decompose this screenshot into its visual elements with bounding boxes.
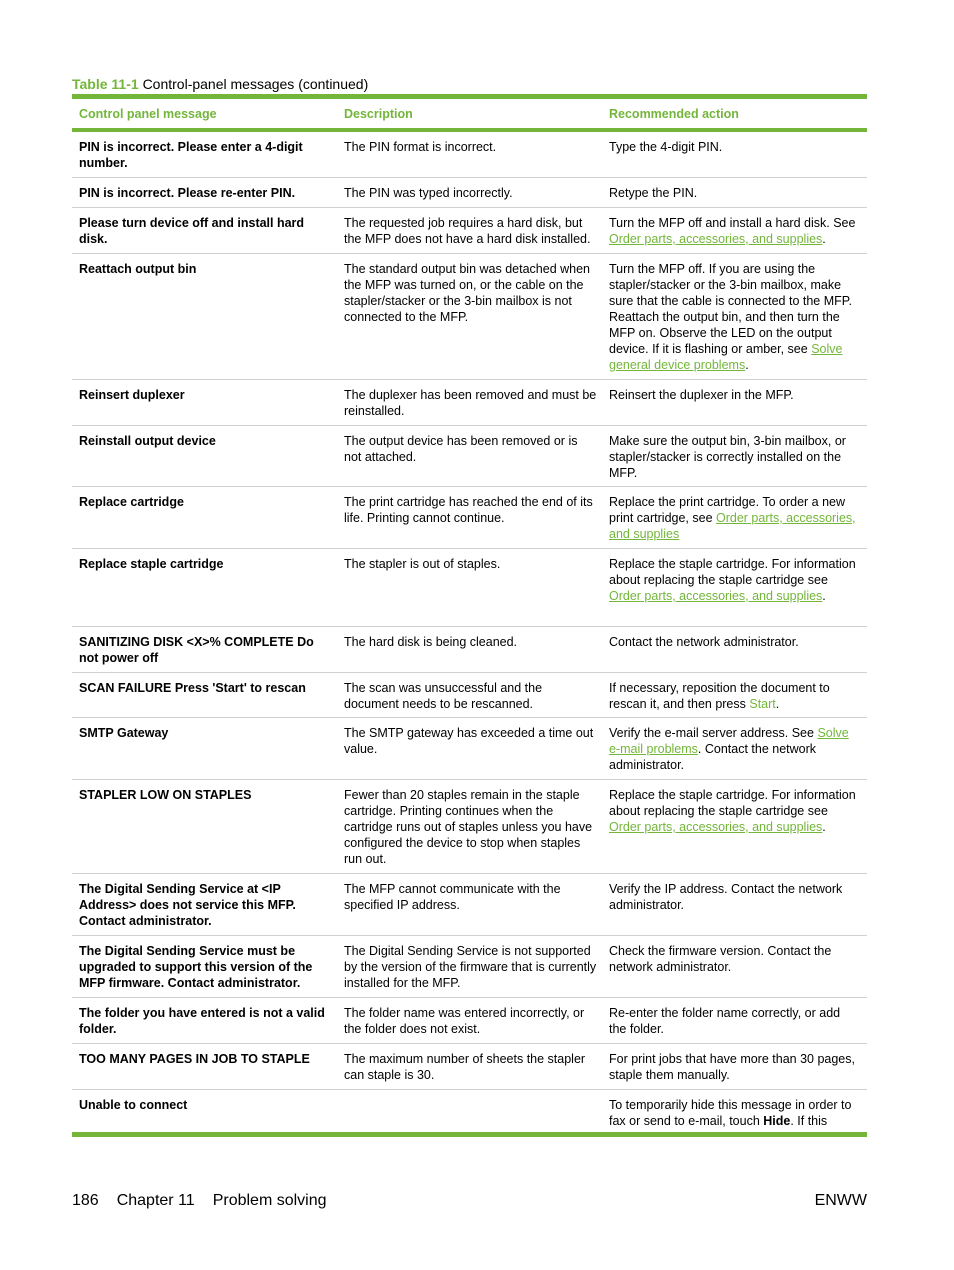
cell-message: Reinsert duplexer [79,388,185,402]
cell-action [602,494,867,548]
cell-message: Replace staple cartridge [79,557,224,571]
action-text: Replace the print cartridge. To order a new print cartridge, see [609,495,846,525]
page-footer [72,1191,867,1211]
table-row [72,998,867,1044]
header-message: Control panel message [79,106,217,121]
cell-description: The output device has been removed or is not attached. [344,434,578,464]
table-caption [72,75,368,93]
order-parts-link[interactable]: Order parts, accessories, and supplies [609,820,823,834]
cell-description: The maximum number of sheets the stapler can staple is 30. [344,1052,586,1082]
cell-description: The PIN format is incorrect. [344,140,497,154]
hide-label: Hide [763,1114,791,1128]
table-row [72,718,867,780]
table-row [72,426,867,487]
cell-action: Contact the network administrator. [609,635,799,649]
cell-message: PIN is incorrect. Please re-enter PIN. [79,186,296,200]
table-row [72,208,867,254]
table-row [72,487,867,549]
action-text-end: . [745,358,749,372]
cell-message: Reattach output bin [79,262,197,276]
cell-description: The requested job requires a hard disk, but the MFP does not have a hard disk installed. [344,216,591,246]
table-row [72,178,867,208]
cell-message: TOO MANY PAGES IN JOB TO STAPLE [79,1052,310,1066]
action-text: Turn the MFP off. If you are using the stapler/stacker or the 3-bin mailbox, make sure that the cable is connected to the MFP. Reattach the output bin, and then turn the MFP on. Observe the LED on the output device. If it is flashing or amber, see [609,262,852,356]
action-text-end: . Contact the network administrator. [609,742,817,772]
cell-description [337,1097,602,1132]
cell-message: The folder you have entered is not a valid folder. [79,1006,325,1036]
cell-action [602,215,867,253]
header-action: Recommended action [609,106,739,121]
action-text-end: . [822,820,826,834]
page-number: 186 [72,1192,99,1209]
cell-description: The folder name was entered incorrectly, or the folder does not exist. [344,1006,585,1036]
action-text-end: . [822,232,826,246]
cell-description: The scan was unsuccessful and the document needs to be rescanned. [344,681,543,711]
cell-description: The stapler is out of staples. [344,557,501,571]
cell-message: The Digital Sending Service must be upgraded to support this version of the MFP firmware. Contact administrator. [79,944,313,990]
table-row [72,132,867,178]
table-number: Table 11-1 [72,76,139,92]
cell-message: SCAN FAILURE Press 'Start' to rescan [79,681,306,695]
table-row [72,627,867,673]
cell-message: SMTP Gateway [79,726,169,740]
cell-description: The hard disk is being cleaned. [344,635,518,649]
cell-message: Please turn device off and install hard disk. [79,216,305,246]
action-text: Verify the e-mail server address. See [609,726,818,740]
footer-left [72,1191,345,1211]
table-row [72,1044,867,1090]
cell-action: Re-enter the folder name correctly, or add the folder. [609,1006,841,1036]
action-text-end: . [822,589,826,603]
table-row [72,380,867,426]
action-text: Replace the staple cartridge. For information about replacing the staple cartridge see [609,557,856,587]
cell-action: Verify the IP address. Contact the network administrator. [609,882,843,912]
order-parts-link[interactable]: Order parts, accessories, and supplies [609,589,823,603]
table-row [72,780,867,874]
action-text: Turn the MFP off and install a hard disk. See [609,216,856,230]
cell-action: Type the 4-digit PIN. [609,140,723,154]
cell-action: Check the firmware version. Contact the network administrator. [609,944,832,974]
cell-description: The MFP cannot communicate with the specified IP address. [344,882,561,912]
solve-email-problems-link[interactable]: Solve e-mail problems [609,726,849,756]
cell-action: Make sure the output bin, 3-bin mailbox, or stapler/stacker is correctly installed on the MFP. [609,434,846,480]
footer-right: ENWW [814,1192,867,1209]
cell-action [602,556,867,626]
table-header [72,99,867,132]
action-text-end: . [775,697,780,711]
chapter-label: Chapter 11 [116,1192,195,1209]
table-title: Control-panel messages (continued) [142,76,369,92]
cell-action [602,261,867,379]
cell-action [602,787,867,873]
action-text: If necessary, reposition the document to rescan it, and then press [609,681,830,711]
start-link[interactable]: Start [749,697,776,711]
cell-message: Replace cartridge [79,495,184,509]
table-row [72,549,867,627]
cell-description: The duplexer has been removed and must be reinstalled. [344,388,597,418]
control-panel-messages-table [72,94,867,1137]
cell-message: The Digital Sending Service at <IP Address> does not service this MFP. Contact administrator. [79,882,296,928]
solve-general-problems-link[interactable]: Solve general device problems [609,342,843,372]
table-row [72,254,867,380]
cell-action: For print jobs that have more than 30 pages, staple them manually. [609,1052,855,1082]
cell-description: The Digital Sending Service is not supported by the version of the firmware that is currently installed for the MFP. [344,944,597,990]
cell-message: SANITIZING DISK <X>% COMPLETE Do not power off [79,635,314,665]
table-row [72,936,867,998]
cell-description: The PIN was typed incorrectly. [344,186,513,200]
cell-description: Fewer than 20 staples remain in the staple cartridge. Printing continues when the cartridge runs out of staples unless you have configured the device to stop when staples run out. [344,788,593,866]
cell-action [602,725,867,779]
cell-description: The print cartridge has reached the end of its life. Printing cannot continue. [344,495,593,525]
order-parts-link[interactable]: Order parts, accessories, and supplies [609,232,823,246]
cell-message: Reinstall output device [79,434,216,448]
order-parts-link[interactable]: Order parts, accessories, and supplies [609,511,856,541]
cell-message: Unable to connect [79,1098,188,1112]
cell-action: Retype the PIN. [609,186,698,200]
cell-message: PIN is incorrect. Please enter a 4-digit number. [79,140,303,170]
cell-description: The standard output bin was detached when the MFP was turned on, or the cable on the stapler/stacker or the 3-bin mailbox is not connected to the MFP. [344,262,591,324]
header-description: Description [344,106,413,121]
table-row [72,1090,867,1132]
action-text-end: . If this [790,1114,828,1128]
section-label: Problem solving [212,1192,327,1209]
action-text: Replace the staple cartridge. For information about replacing the staple cartridge see [609,788,856,818]
cell-action [602,1097,867,1132]
cell-action: Reinsert the duplexer in the MFP. [609,388,794,402]
action-text: To temporarily hide this message in order to fax or send to e-mail, touch [609,1098,852,1128]
table-row [72,874,867,936]
cell-action [602,680,867,717]
cell-description: The SMTP gateway has exceeded a time out value. [344,726,594,756]
table-row [72,673,867,718]
cell-message: STAPLER LOW ON STAPLES [79,788,252,802]
